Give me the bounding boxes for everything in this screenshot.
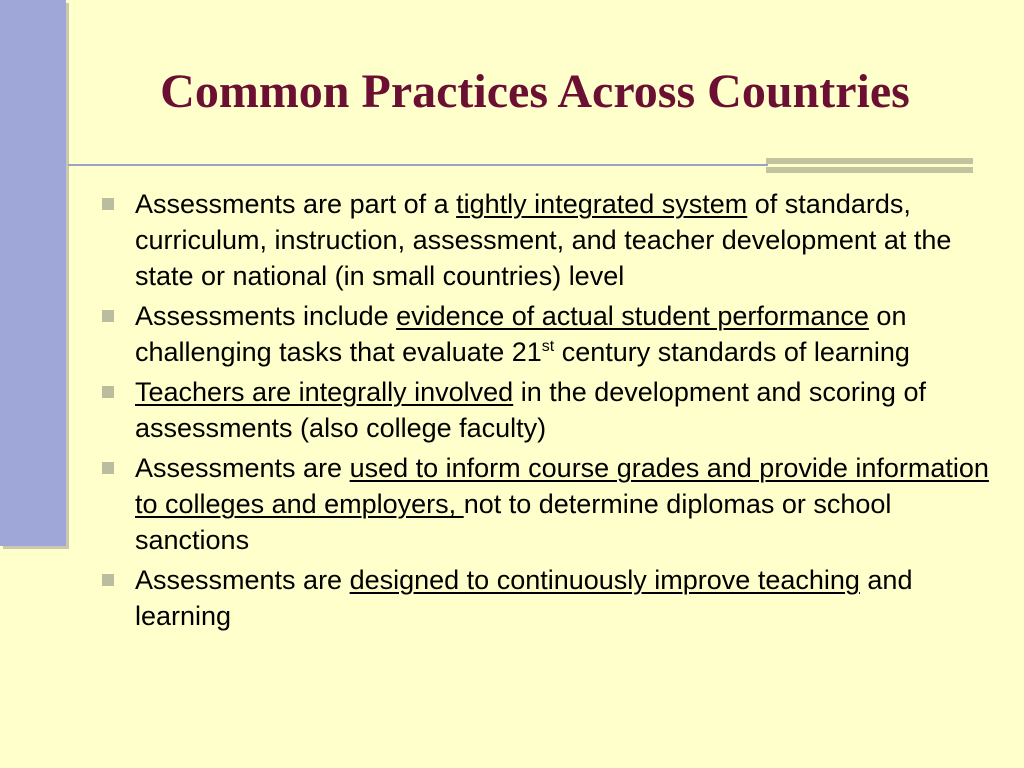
square-bullet-icon <box>102 462 114 474</box>
bullet-item <box>100 450 990 558</box>
square-bullet-icon <box>102 386 114 398</box>
underlined-phrase: Teachers are integrally involved <box>135 377 514 407</box>
bullet-text: not to determine diplomas or school sanctions <box>135 489 892 555</box>
bullet-text: of standards, curriculum, instruction, assessment, and teacher development at the state or national (in small countries) level <box>135 189 952 291</box>
bullet-text: on challenging tasks that evaluate 21 <box>135 301 907 367</box>
title-divider <box>68 164 768 166</box>
underlined-phrase: tightly integrated system <box>456 189 748 219</box>
square-bullet-icon <box>102 574 114 586</box>
underlined-phrase: evidence of actual student performance <box>396 301 869 331</box>
bullet-text: Assessments are <box>135 453 350 483</box>
bullet-list <box>100 186 990 638</box>
bullet-text: Assessments are <box>135 565 350 595</box>
superscript: st <box>541 338 555 355</box>
slide-title: Common Practices Across Countries <box>160 65 910 118</box>
left-decorative-bar <box>0 0 66 546</box>
bullet-text: in the development and scoring of assessments (also college faculty) <box>135 377 926 443</box>
square-bullet-icon <box>102 310 114 322</box>
underlined-phrase: designed to continuously improve teaching <box>349 565 860 595</box>
bullet-text: century standards of learning <box>554 337 910 367</box>
bullet-text: and learning <box>135 565 913 631</box>
title-divider-accent <box>766 158 973 173</box>
bullet-text: Assessments include <box>135 301 397 331</box>
underlined-phrase: used to inform course grades and provide information to colleges and employers, <box>135 453 989 519</box>
bullet-item <box>100 374 990 446</box>
bullet-item <box>100 186 990 294</box>
bullet-item <box>100 298 990 370</box>
accent-band-bottom <box>766 167 973 173</box>
square-bullet-icon <box>102 198 114 210</box>
bullet-item <box>100 562 990 634</box>
bullet-text: Assessments are part of a <box>135 189 457 219</box>
